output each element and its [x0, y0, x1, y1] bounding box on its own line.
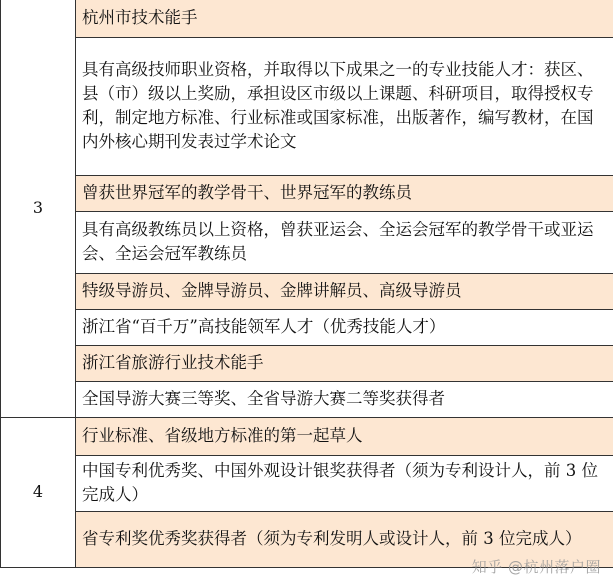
- table-cell: 具有高级技师职业资格，并取得以下成果之一的专业技能人才：获区、县（市）级以上奖励，承担设区市级以上课题、科研项目，取得授权专利，制定地方标准、行业标准或国家标准，出版著作，编写教材，在国内外核心期刊发表过学术论文: [76, 37, 613, 175]
- table-cell: 浙江省“百千万”高技能领军人才（优秀技能人才）: [76, 309, 613, 345]
- table-row: [1, 417, 613, 455]
- table-cell: 具有高级教练员以上资格，曾获亚运会、全运会冠军的教学骨干或亚运会、全运会冠军教练员: [76, 211, 613, 273]
- table-cell: 杭州市技术能手: [76, 0, 613, 37]
- table-row: [1, 455, 613, 511]
- table-cell: 浙江省旅游行业技术能手: [76, 345, 613, 381]
- table-cell: 特级导游员、金牌导游员、金牌讲解员、高级导游员: [76, 273, 613, 309]
- table-row: [1, 175, 613, 211]
- table-row: [1, 0, 613, 37]
- table-cell: 曾获世界冠军的教学骨干、世界冠军的教练员: [76, 175, 613, 211]
- table-row: [1, 273, 613, 309]
- table-row: [1, 211, 613, 273]
- table-row: [1, 309, 613, 345]
- table-row: [1, 381, 613, 417]
- watermark: 知乎 @杭州落户圈: [471, 558, 601, 576]
- table-cell: 行业标准、省级地方标准的第一起草人: [76, 417, 613, 455]
- table-cell: 全国导游大赛三等奖、全省导游大赛二等奖获得者: [76, 381, 613, 417]
- table-row: [1, 345, 613, 381]
- table-cell: 省专利奖优秀奖获得者（须为专利发明人或设计人，前 3 位完成人）: [76, 511, 613, 567]
- row-number-cell: 3: [1, 0, 76, 417]
- row-number-cell: 4: [1, 417, 76, 567]
- table-row: [1, 37, 613, 175]
- table-cell: 中国专利优秀奖、中国外观设计银奖获得者（须为专利设计人，前 3 位完成人）: [76, 455, 613, 511]
